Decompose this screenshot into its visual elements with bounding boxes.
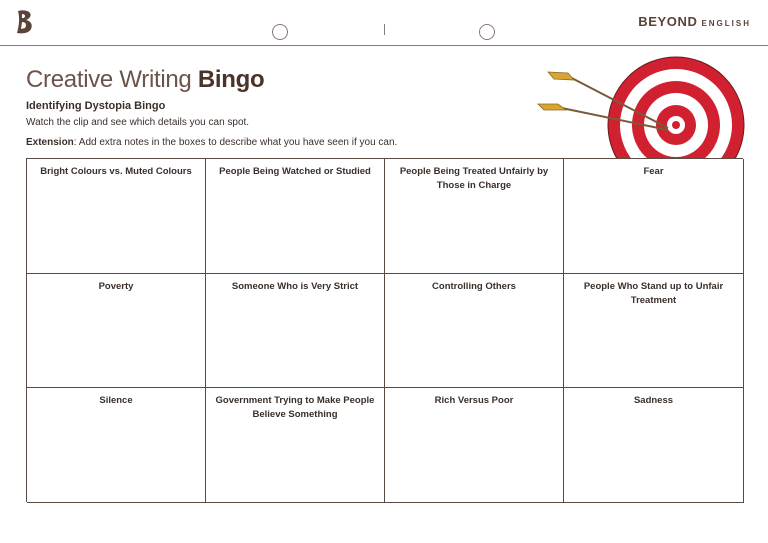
bingo-cell-label: Controlling Others: [432, 281, 516, 292]
brand-name-main: BEYOND: [638, 14, 698, 29]
worksheet-subtitle: Identifying Dystopia Bingo: [26, 100, 166, 112]
bingo-cell[interactable]: [206, 388, 385, 503]
bingo-cell[interactable]: [564, 274, 744, 388]
instruction-text: Watch the clip and see which details you can spot.: [26, 117, 250, 128]
bingo-cell-label: Government Trying to Make People Believe Something: [215, 395, 375, 420]
bingo-cell-label: People Being Treated Unfairly by Those in Charge: [399, 166, 549, 191]
bingo-cell[interactable]: [385, 159, 564, 274]
bingo-grid: [26, 158, 743, 502]
bingo-cell-label: Fear: [643, 166, 664, 177]
brand-name-sub: ENGLISH: [701, 19, 751, 28]
bingo-cell-label: Sadness: [633, 395, 674, 406]
bingo-cell[interactable]: [206, 159, 385, 274]
bingo-cell[interactable]: [27, 388, 206, 503]
bingo-cell-label: Someone Who is Very Strict: [231, 281, 359, 292]
bingo-cell[interactable]: [385, 388, 564, 503]
bingo-cell-label: People Who Stand up to Unfair Treatment: [583, 281, 724, 306]
extension-body: : Add extra notes in the boxes to describe what you have seen if you can.: [73, 137, 398, 148]
punch-hole-left: [272, 24, 288, 40]
extension-text: [26, 137, 397, 148]
bingo-cell-label: Bright Colours vs. Muted Colours: [40, 166, 192, 177]
page-header: [0, 0, 768, 46]
bingo-cell-label: Rich Versus Poor: [434, 395, 514, 406]
bingo-cell-label: Silence: [99, 395, 133, 406]
bingo-cell[interactable]: [27, 274, 206, 388]
title-main: Creative Writing: [26, 66, 192, 93]
bingo-cell[interactable]: [564, 388, 744, 503]
bingo-cell[interactable]: [385, 274, 564, 388]
brand-name: [638, 14, 751, 29]
punch-hole-right: [479, 24, 495, 40]
bingo-cell[interactable]: [206, 274, 385, 388]
bingo-cell[interactable]: [564, 159, 744, 274]
title-emphasis: Bingo: [197, 66, 265, 93]
center-mark: [384, 24, 385, 35]
bingo-cell[interactable]: [27, 159, 206, 274]
bingo-cell-label: Poverty: [98, 281, 134, 292]
target-arrows-illustration: [536, 52, 746, 160]
page-title: [26, 66, 264, 94]
beyond-logo-icon: [14, 9, 36, 35]
bingo-cell-label: People Being Watched or Studied: [219, 166, 371, 177]
extension-label: Extension: [26, 137, 74, 148]
